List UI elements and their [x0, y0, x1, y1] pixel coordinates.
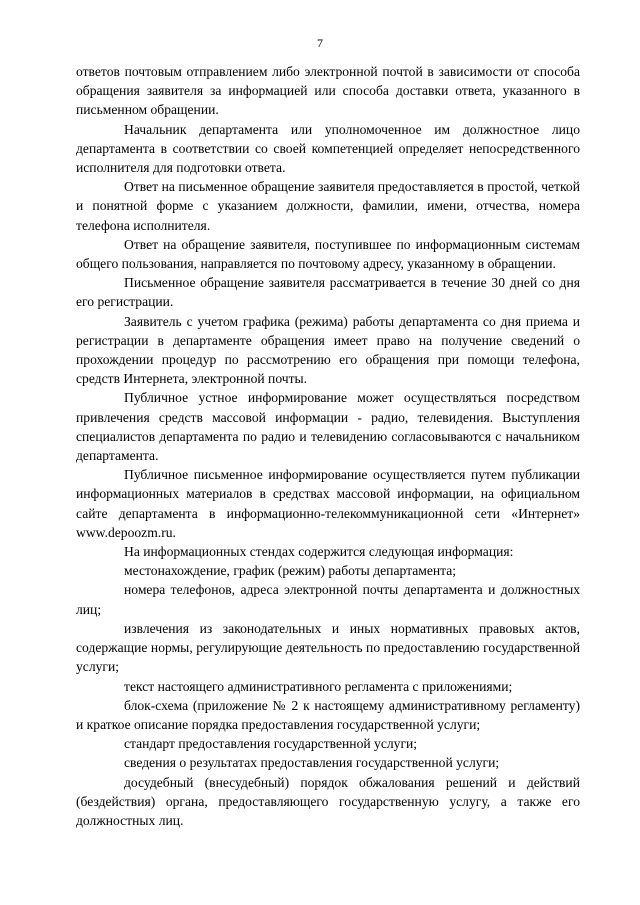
- list-item: сведения о результатах предоставления государственной услуги;: [124, 755, 500, 771]
- list-item: стандарт предоставления государственной услуги;: [124, 736, 418, 752]
- list-item: досудебный (внесудебный) порядок обжалования решений и действий (бездействия) органа, предоставляющего государственную услугу, а также его должностных лиц.: [76, 774, 580, 828]
- paragraph: Публичное письменное информирование осуществляется путем публикации информационных материалов в средствах массовой информации, на официальном сайте департамента в информационно-телекоммуникационной сети «Интернет» www.depoozm.ru.: [76, 467, 580, 540]
- list-item: блок-схема (приложение № 2 к настоящему административному регламенту) и краткое описание порядка предоставления государственной услуги;: [76, 697, 580, 732]
- paragraph: Ответ на письменное обращение заявителя предоставляется в простой, четкой и понятной форме с указанием должности, фамилии, имени, отчества, номера телефона исполнителя.: [76, 179, 580, 233]
- paragraph: Ответ на обращение заявителя, поступившее по информационным системам общего пользования, направляется по почтовому адресу, указанному в обращении.: [76, 236, 580, 272]
- paragraph: На информационных стендах содержится следующая информация:: [124, 544, 514, 560]
- page-number: 7: [317, 36, 323, 50]
- body-text: [76, 62, 580, 830]
- paragraph: Письменное обращение заявителя рассматривается в течение 30 дней со дня его регистрации.: [76, 275, 580, 310]
- paragraph: Заявитель с учетом графика (режима) работы департамента со дня приема и регистрации в департаменте обращения имеет право на получение сведений о прохождении процедур по рассмотрению его обращения при помощи телефона, средств Интернета, электронной почты.: [76, 313, 580, 387]
- paragraph: Начальник департамента или уполномоченное им должностное лицо департамента в соответствии со своей компетенцией определяет непосредственного исполнителя для подготовки ответа.: [76, 121, 580, 176]
- list-item: извлечения из законодательных и иных нормативных правовых актов, содержащие нормы, регулирующие деятельность по предоставлению государственной услуги;: [76, 620, 580, 675]
- list-item: местонахождение, график (режим) работы департамента;: [124, 563, 457, 579]
- list-item: номера телефонов, адреса электронной почты департамента и должностных лиц;: [76, 582, 580, 617]
- paragraph: Публичное устное информирование может осуществляться посредством привлечения средств массовой информации - радио, телевидения. Выступления специалистов департамента по радио и телевидению согласовываются с начальником департамента.: [76, 390, 580, 464]
- list-item: текст настоящего административного регламента с приложениями;: [124, 678, 513, 694]
- paragraph: ответов почтовым отправлением либо электронной почтой в зависимости от способа обращения заявителя за информацией или способа доставки ответа, указанного в письменном обращении.: [76, 64, 580, 118]
